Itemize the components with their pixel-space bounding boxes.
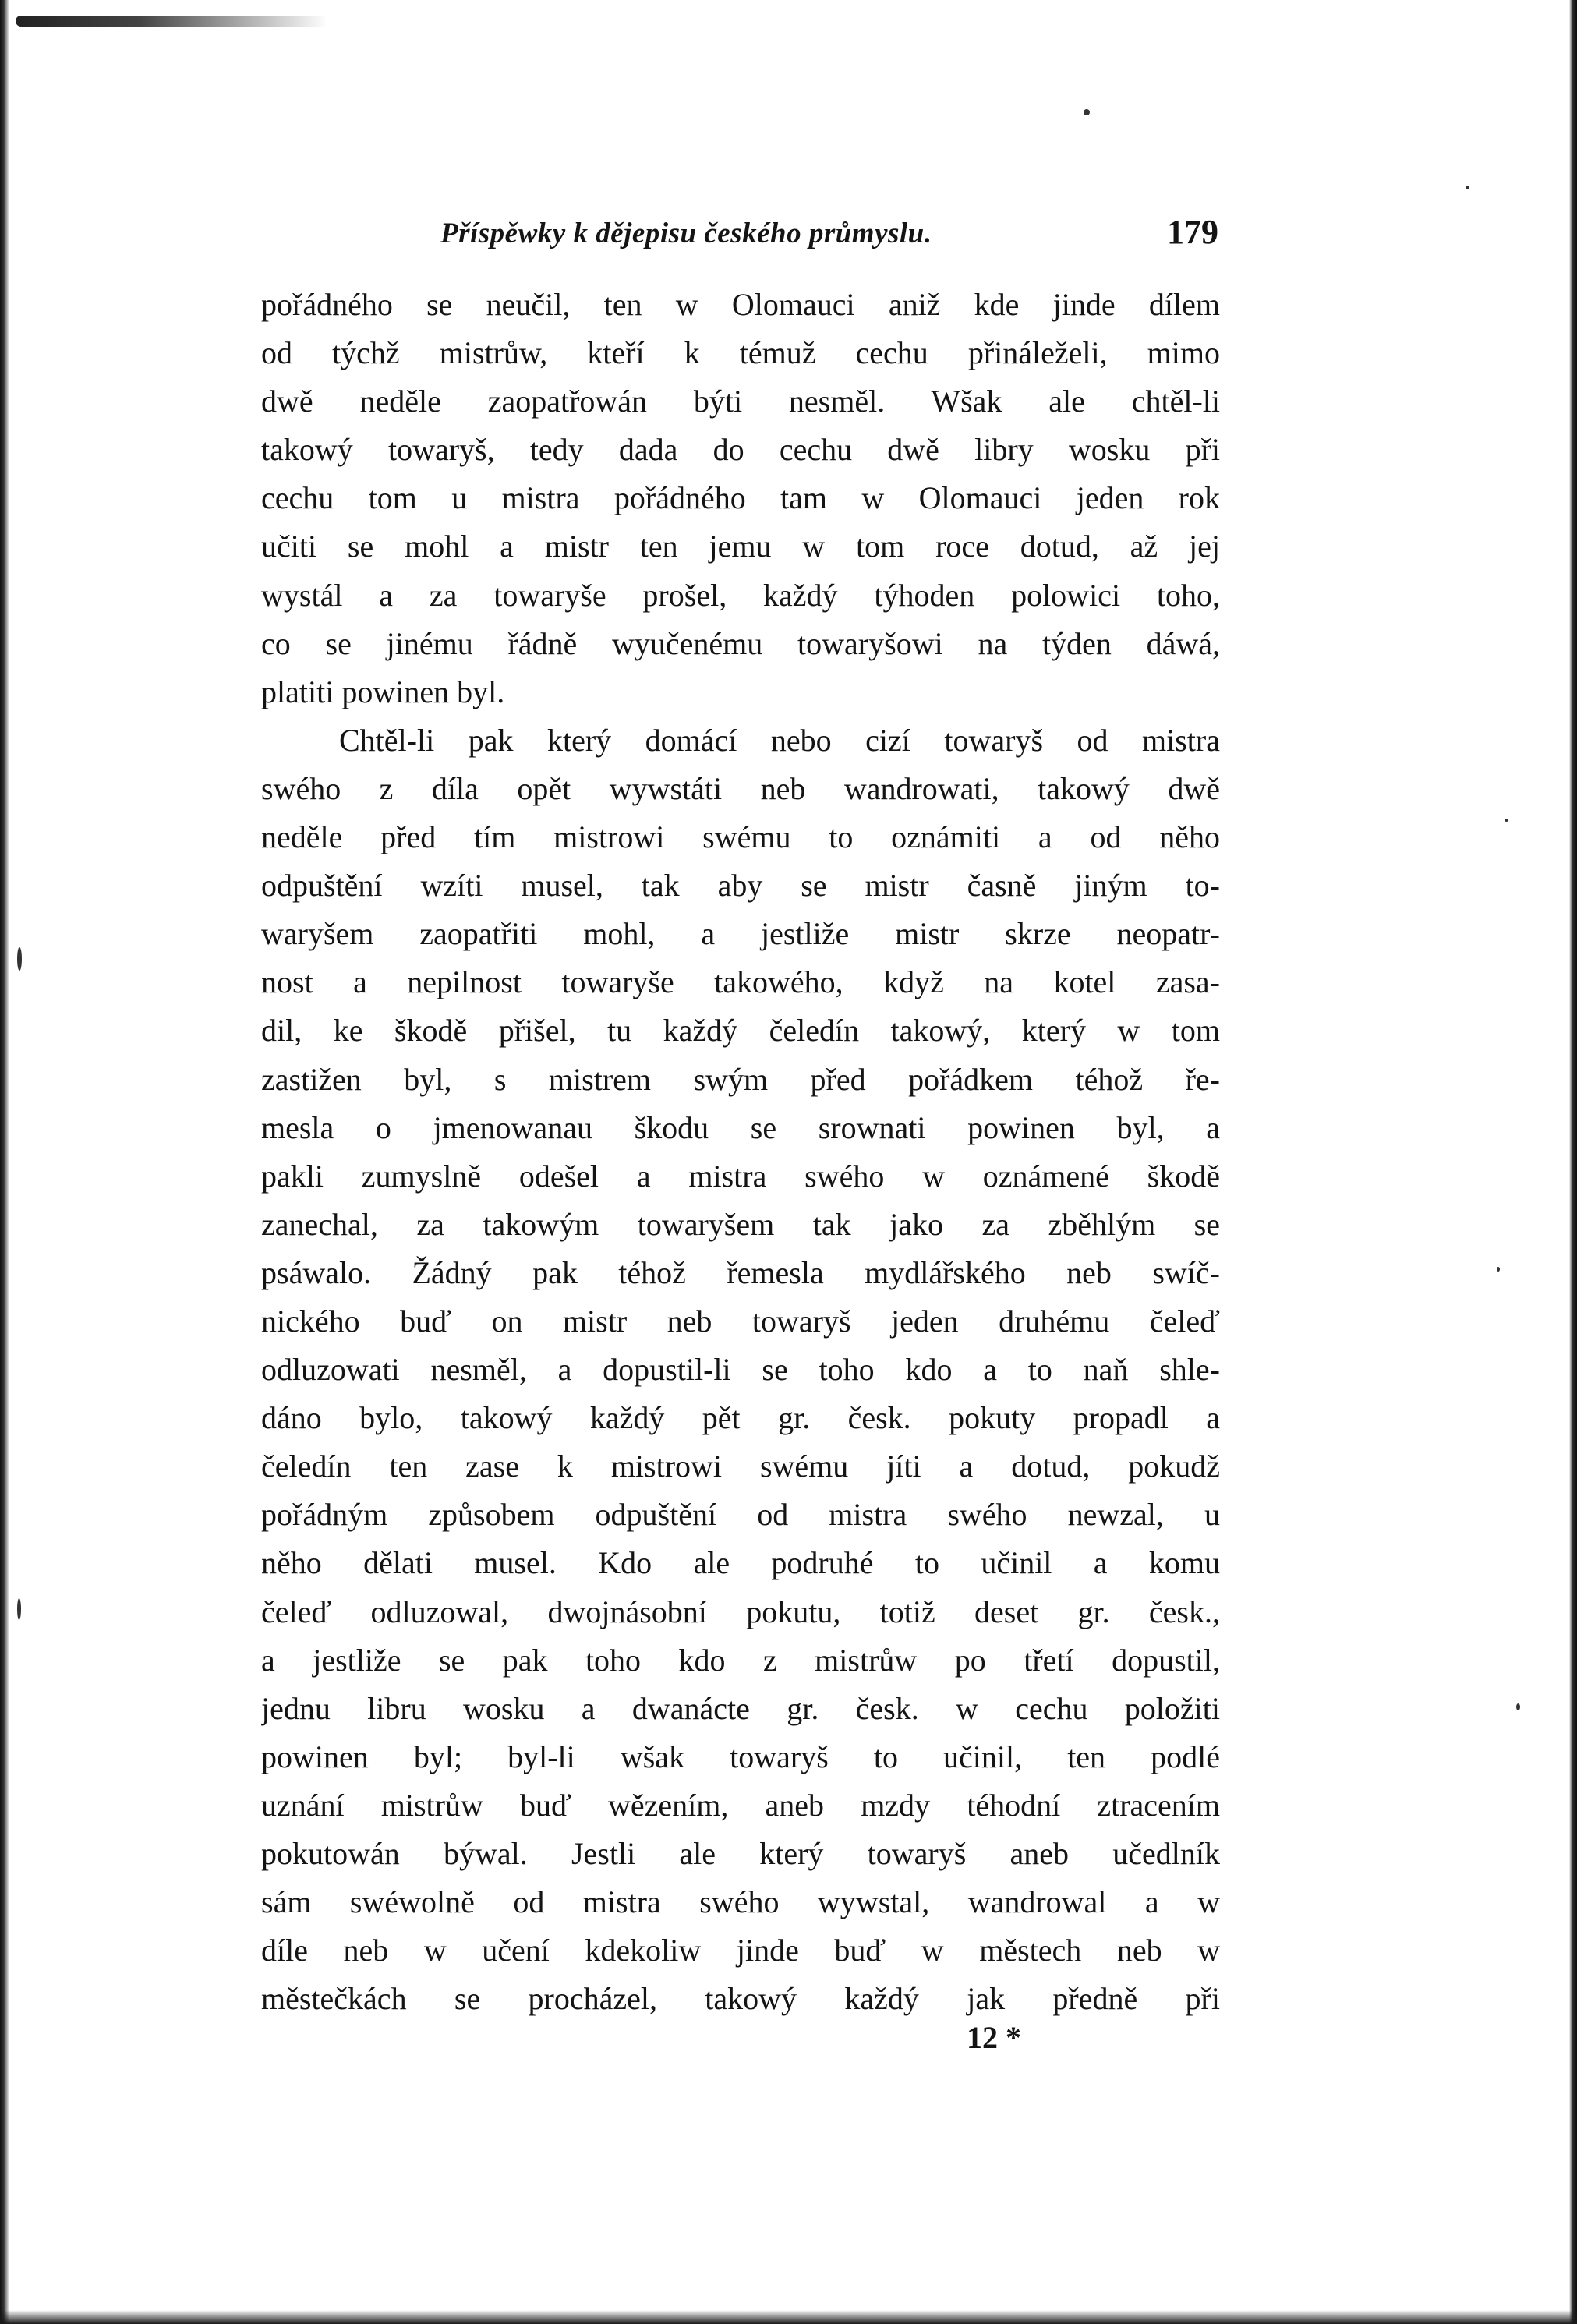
text-line: zastižen byl, s mistrem swým před pořádkem téhož ře- (261, 1061, 1220, 1097)
text-line: waryšem zaopatřiti mohl, a jestliže mistr skrze neopatr- (261, 916, 1220, 952)
text-line: odluzowati nesměl, a dopustil-li se toho kdo a to naň shle- (261, 1352, 1220, 1388)
text-line: a jestliže se pak toho kdo z mistrůw po třetí dopustil, (261, 1642, 1220, 1678)
text-line: čeledín ten zase k mistrowi swému jíti a dotud, pokudž (261, 1449, 1220, 1484)
text-line: čeleď odluzowal, dwojnásobní pokutu, totiž deset gr. česk., (261, 1594, 1220, 1629)
text-line: městečkách se procházel, takowý každý jak předně při (261, 1981, 1220, 2017)
page-number: 179 (1167, 213, 1218, 251)
text-line: sám swéwolně od mistra swého wywstal, wandrowal a w (261, 1884, 1220, 1920)
text-line: psáwalo. Žádný pak téhož řemesla mydlářského neb swíč- (261, 1254, 1220, 1290)
text-line: nost a nepilnost towaryše takowého, když na kotel zasa- (261, 964, 1220, 1000)
text-line: nického buď on mistr neb towaryš jeden druhému čeleď (261, 1303, 1220, 1339)
text-line: dwě neděle zaopatřowán býti nesměl. Wšak ale chtěl-li (261, 384, 1220, 419)
text-line: pořádného se neučil, ten w Olomauci aniž kde jinde dílem (261, 287, 1220, 322)
page-edge-left (0, 0, 9, 2324)
text-line: zanechal, za takowým towaryšem tak jako za zběhlým se (261, 1206, 1220, 1242)
text-line: jednu libru wosku a dwanácte gr. česk. w cechu položiti (261, 1690, 1220, 1726)
running-title: Příspěwky k dějepisu českého průmyslu. (440, 218, 932, 249)
text-line: učiti se mohl a mistr ten jemu w tom roce dotud, až jej (261, 529, 1220, 564)
text-line: pokutowán býwal. Jestli ale který towaryš aneb učedlník (261, 1836, 1220, 1871)
text-line: powinen byl; byl-li wšak towaryš to učinil, ten podlé (261, 1739, 1220, 1774)
scan-speck (1516, 1703, 1520, 1710)
text-line: mesla o jmenowanau škodu se srownati powinen byl, a (261, 1109, 1220, 1145)
scan-smudge-bottom (0, 2310, 1577, 2324)
text-line: swého z díla opět wywstáti neb wandrowati, takowý dwě (261, 770, 1220, 806)
scan-smudge-top (16, 16, 327, 27)
text-line: dáno bylo, takowý každý pět gr. česk. pokuty propadl a (261, 1400, 1220, 1436)
scan-speck (1084, 109, 1090, 115)
text-line: platiti powinen byl. (261, 674, 505, 709)
text-line: neděle před tím mistrowi swému to oznámiti a od něho (261, 819, 1220, 855)
text-line: něho dělati musel. Kdo ale podruhé to učinil a komu (261, 1545, 1220, 1581)
scan-speck (1497, 1267, 1500, 1272)
text-line: co se jinému řádně wyučenému towaryšowi na týden dáwá, (261, 625, 1220, 661)
text-line: uznání mistrůw buď wězením, aneb mzdy téhodní ztracením (261, 1787, 1220, 1823)
scan-speck (17, 947, 22, 971)
text-line: díle neb w učení kdekoliw jinde buď w městech neb w (261, 1933, 1220, 1969)
signature-mark: 12 * (967, 2020, 1021, 2055)
page-header (261, 209, 1218, 264)
text-line: od týchž mistrůw, kteří k témuž cechu přináleželi, mimo (261, 335, 1220, 371)
scan-speck (1505, 819, 1508, 822)
body-text (261, 281, 1220, 2023)
text-line: pořádným způsobem odpuštění od mistra swého newzal, u (261, 1497, 1220, 1533)
text-line: wystál a za towaryše prošel, každý týhoden polowici toho, (261, 577, 1220, 613)
text-line: takowý towaryš, tedy dada do cechu dwě libry wosku při (261, 432, 1220, 468)
text-line: cechu tom u mistra pořádného tam w Olomauci jeden rok (261, 480, 1220, 516)
scan-speck (17, 1598, 21, 1620)
text-line: Chtěl-li pak který domácí nebo cizí towaryš od mistra (339, 722, 1220, 758)
page-edge-right (1569, 0, 1577, 2324)
text-line: dil, ke škodě přišel, tu každý čeledín takowý, který w tom (261, 1013, 1220, 1049)
text-line: pakli zumyslně odešel a mistra swého w oznámené škodě (261, 1158, 1220, 1194)
text-line: odpuštění wzíti musel, tak aby se mistr časně jiným to- (261, 868, 1220, 904)
scan-speck (1466, 186, 1469, 189)
